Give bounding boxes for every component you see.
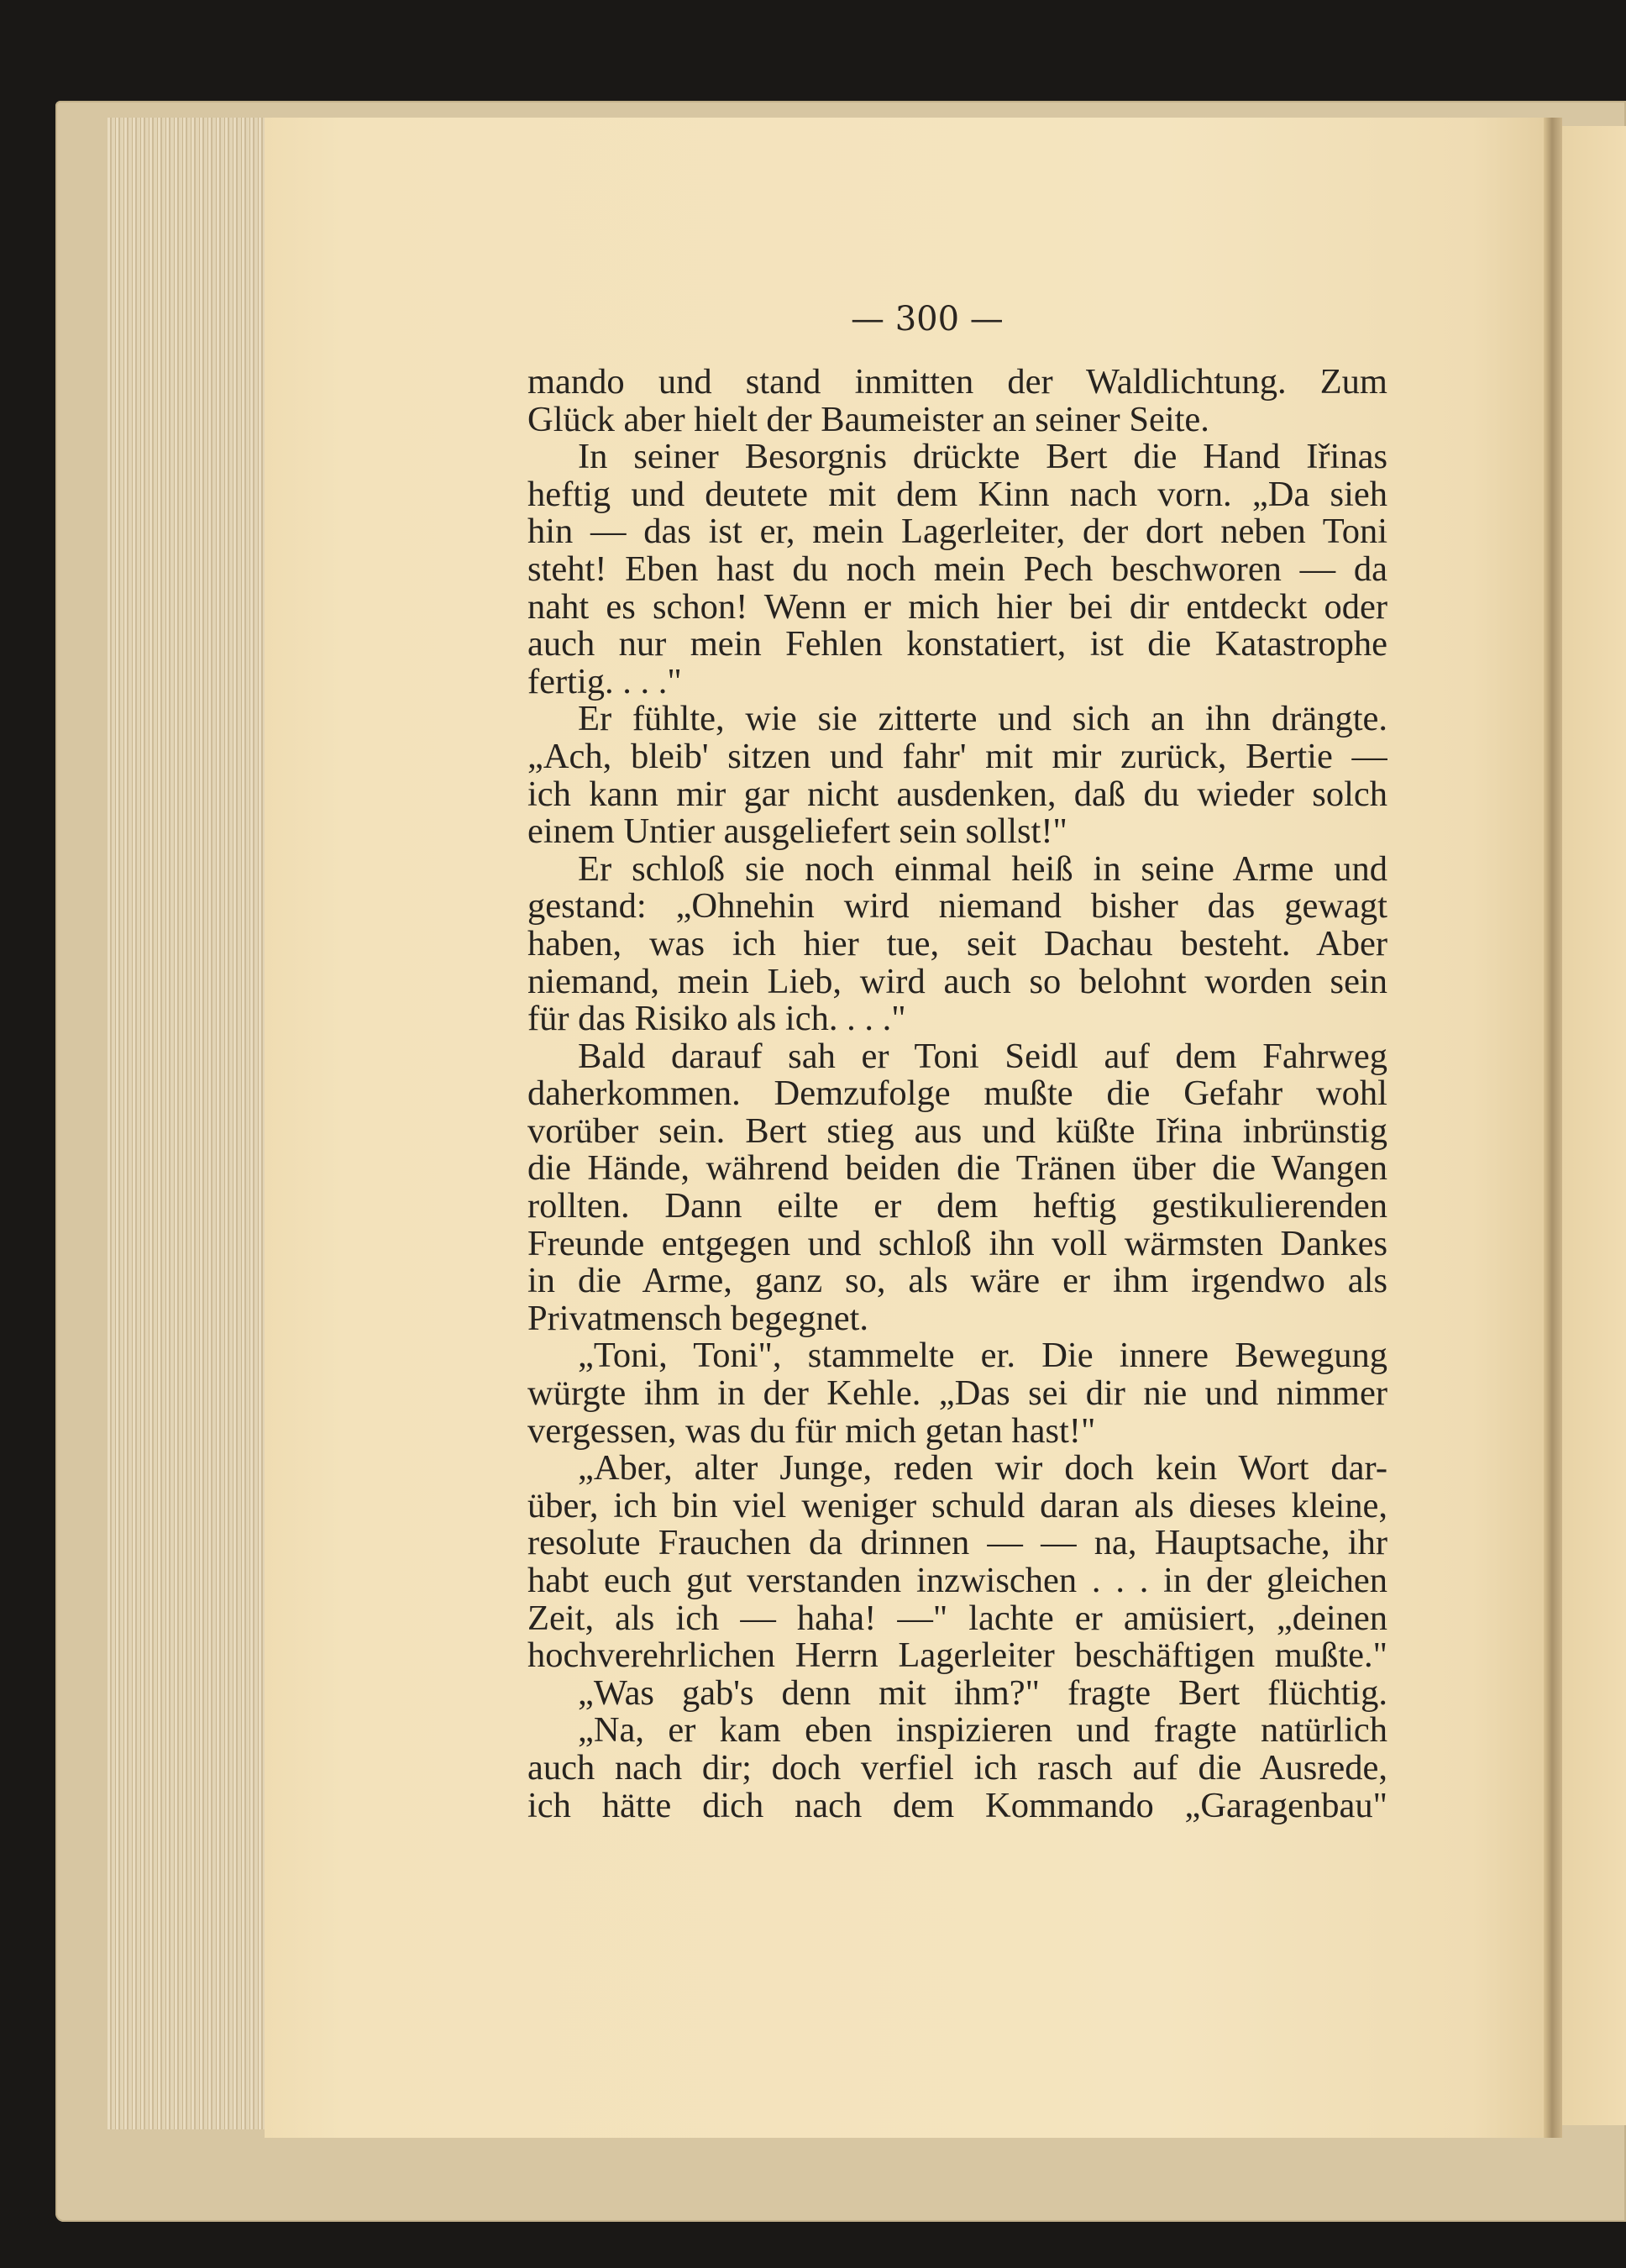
text-line: ich kann mir gar nicht ausdenken, daß du wieder solch [527, 775, 1387, 814]
text-line: ich hätte dich nach dem Kommando „Garagenbau" [527, 1787, 1387, 1825]
text-line: hin — das ist er, mein Lagerleiter, der dort neben Toni [527, 513, 1387, 551]
text-line: „Na, er kam eben inspizieren und fragte natürlich [578, 1712, 1387, 1750]
text-line: die Hände, während beiden die Tränen über die Wangen [527, 1150, 1387, 1189]
book-gutter [1544, 118, 1562, 2138]
text-line: hochverehrlichen Herrn Lagerleiter beschäftigen mußte." [527, 1637, 1387, 1675]
text-line: niemand, mein Lieb, wird auch so belohnt worden sein [527, 963, 1387, 1001]
text-line: einem Untier ausgeliefert sein sollst!" [527, 813, 1067, 851]
page-number: — 300 — [851, 300, 1004, 339]
text-line: vergessen, was du für mich getan hast!" [527, 1412, 1096, 1451]
text-line: In seiner Besorgnis drückte Bert die Hand Iřinas [578, 438, 1387, 476]
text-line: Glück aber hielt der Baumeister an seiner Seite. [527, 401, 1209, 439]
text-line: über, ich bin viel weniger schuld daran als dieses kleine, [527, 1487, 1387, 1525]
text-line: Zeit, als ich — haha! —" lachte er amüsiert, „deinen [527, 1599, 1387, 1638]
text-line: gestand: „Ohnehin wird niemand bisher das gewagt [527, 888, 1387, 926]
text-line: für das Risiko als ich. . . ." [527, 1000, 906, 1038]
text-line: Freunde entgegen und schloß ihn voll wärmsten Dankes [527, 1225, 1387, 1263]
text-line: Privatmensch begegnet. [527, 1299, 868, 1338]
body-text [527, 364, 1387, 1824]
text-line: Er schloß sie noch einmal heiß in seine Arme und [578, 850, 1387, 889]
text-line: habt euch gut verstanden inzwischen . . . in der gleichen [527, 1562, 1387, 1600]
text-line: naht es schon! Wenn er mich hier bei dir entdeckt oder [527, 588, 1387, 627]
text-line: in die Arme, ganz so, als wäre er ihm irgendwo als [527, 1263, 1387, 1300]
text-line: „Aber, alter Junge, reden wir doch kein Wort dar- [578, 1450, 1387, 1488]
page-edges [108, 118, 269, 2129]
next-page-edge [1562, 126, 1626, 2125]
text-line: mando und stand inmitten der Waldlichtung. Zum [527, 364, 1387, 402]
text-line: resolute Frauchen da drinnen — — na, Hauptsache, ihr [527, 1525, 1387, 1562]
text-line: auch nach dir; doch verfiel ich rasch auf die Ausrede, [527, 1749, 1387, 1788]
text-line: fertig. . . ." [527, 663, 682, 701]
text-line: daherkommen. Demzufolge mußte die Gefahr wohl [527, 1075, 1387, 1113]
text-line: rollten. Dann eilte er dem heftig gestikulierenden [527, 1188, 1387, 1226]
text-line: auch nur mein Fehlen konstatiert, ist die Katastrophe [527, 626, 1387, 664]
text-line: vorüber sein. Bert stieg aus und küßte Iřina inbrünstig [527, 1112, 1387, 1151]
text-line: „Ach, bleib' sitzen und fahr' mit mir zurück, Bertie — [527, 738, 1387, 776]
text-line: würgte ihm in der Kehle. „Das sei dir nie und nimmer [527, 1375, 1387, 1413]
text-line: steht! Eben hast du noch mein Pech beschworen — da [527, 550, 1387, 589]
text-line: „Was gab's denn mit ihm?" fragte Bert flüchtig. [578, 1674, 1387, 1713]
text-line: heftig und deutete mit dem Kinn nach vorn. „Da sieh [527, 475, 1387, 514]
text-line: „Toni, Toni", stammelte er. Die innere Bewegung [578, 1337, 1387, 1376]
text-line: haben, was ich hier tue, seit Dachau besteht. Aber [527, 925, 1387, 963]
text-line: Bald darauf sah er Toni Seidl auf dem Fahrweg [578, 1037, 1387, 1076]
text-line: Er fühlte, wie sie zitterte und sich an ihn drängte. [578, 701, 1387, 738]
